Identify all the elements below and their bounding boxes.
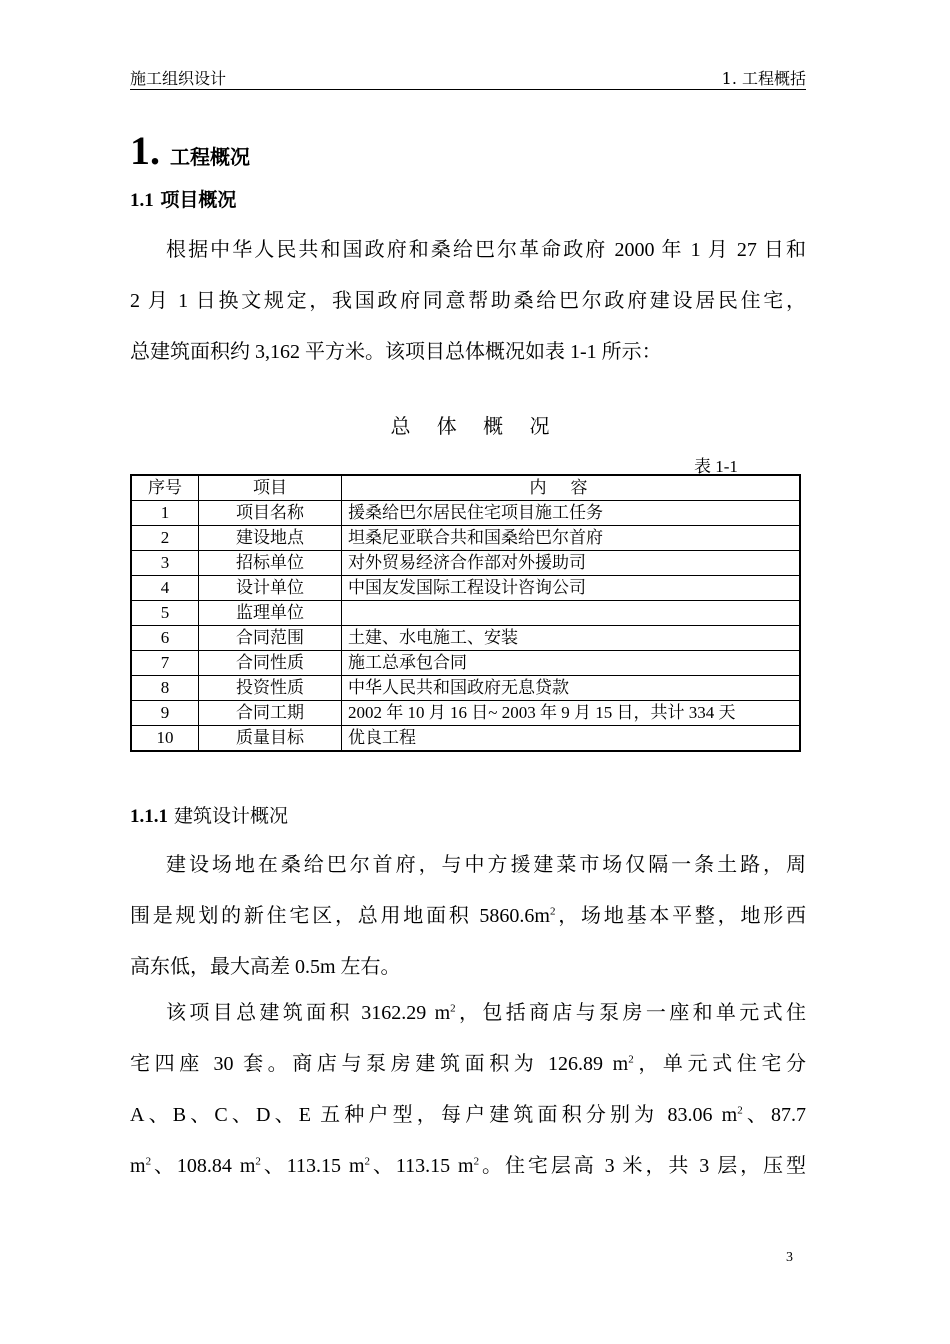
table-row [131,576,800,601]
column-header-no: 序号 [131,475,199,501]
row-no: 7 [131,651,199,676]
row-item: 投资性质 [199,676,342,701]
site-line-3: 高东低，最大高差 0.5m 左右。 [130,956,401,978]
intro-paragraph [130,235,806,388]
table-row [131,601,800,626]
heading-2 [130,186,236,215]
row-content [342,601,801,626]
heading-3 [130,802,288,831]
table-row [131,551,800,576]
page-number: 3 [786,1250,793,1265]
row-no: 3 [131,551,199,576]
area-line-4-text-c: 、113.15 m [260,1155,365,1177]
area-line-4 [130,1151,806,1202]
area-line-3-text-b: 、87.7 [742,1104,807,1126]
superscript: 2 [364,1155,371,1168]
column-header-content: 内容 [342,475,801,501]
superscript: 2 [255,1155,261,1168]
area-line-3 [130,1100,806,1151]
row-item: 建设地点 [199,526,342,551]
table-row [131,501,800,526]
header-left-text: 施工组织设计 [130,69,227,88]
row-content: 施工总承包合同 [342,651,801,676]
row-item: 招标单位 [199,551,342,576]
table-label: 表 1-1 [694,457,738,476]
heading-2-title: 项目概况 [160,189,237,211]
area-line-4-text-e: 。住宅层高 3 米，共 3 层，压型 [479,1155,806,1177]
row-no: 9 [131,701,199,726]
table-header-row [131,475,800,501]
overview-table [130,474,801,752]
row-item: 合同性质 [199,651,342,676]
heading-3-number: 1.1.1 [130,806,168,827]
row-item: 监理单位 [199,601,342,626]
row-content: 坦桑尼亚联合共和国桑给巴尔首府 [342,526,801,551]
table-row [131,526,800,551]
row-item: 项目名称 [199,501,342,526]
superscript: 2 [737,1104,743,1117]
row-no: 5 [131,601,199,626]
row-content: 援桑给巴尔居民住宅项目施工任务 [342,501,801,526]
superscript: 2 [628,1053,634,1066]
row-item: 合同工期 [199,701,342,726]
superscript: 2 [450,1002,456,1015]
intro-line-3: 总建筑面积约 3,162 平方米。该项目总体概况如表 1-1 所示： [130,341,662,363]
site-line-2-text-a: 围是规划的新住宅区，总用地面积 5860.6m [130,905,550,927]
heading-3-title: 建筑设计概况 [174,805,289,827]
table-row [131,651,800,676]
area-line-3-text-a: A、B、C、D、E 五种户型，每户建筑面积分别为 83.06 m [130,1104,738,1126]
area-line-1-text-b: ，包括商店与泵房一座和单元式住 [455,1002,807,1024]
header-right-text: 1. 工程概括 [721,69,806,88]
area-line-1-text-a: 该项目总建筑面积 3162.29 m [166,1002,451,1024]
column-header-item: 项目 [199,475,342,501]
row-no: 4 [131,576,199,601]
row-content: 土建、水电施工、安装 [342,626,801,651]
row-content: 对外贸易经济合作部对外援助司 [342,551,801,576]
heading-1 [130,126,250,176]
site-paragraph [130,850,806,1003]
row-no: 8 [131,676,199,701]
area-line-4-text-a: m [130,1155,146,1177]
row-item: 设计单位 [199,576,342,601]
site-line-2-text-b: ，场地基本平整，地形西 [555,905,806,927]
intro-line-1: 根据中华人民共和国政府和桑给巴尔革命政府 2000 年 1 月 27 日和 [166,239,806,261]
table-row [131,726,800,752]
table-row [131,626,800,651]
heading-1-title: 工程概况 [170,145,250,169]
area-paragraph [130,998,806,1202]
area-line-4-text-b: 、108.84 m [151,1155,256,1177]
table-title: 总 体 概 况 [390,414,560,438]
area-line-2-text-a: 宅四座 30 套。商店与泵房建筑面积为 126.89 m [130,1053,629,1075]
page-header [130,68,806,90]
area-line-4-text-d: 、113.15 m [370,1155,474,1177]
row-no: 6 [131,626,199,651]
superscript: 2 [549,905,556,918]
row-content: 优良工程 [342,726,801,752]
area-line-1 [130,998,806,1049]
heading-1-number: 1. [130,128,160,173]
area-line-2 [130,1049,806,1100]
intro-line-2: 2 月 1 日换文规定，我国政府同意帮助桑给巴尔政府建设居民住宅， [130,290,806,312]
superscript: 2 [145,1155,152,1168]
row-content: 中国友发国际工程设计咨询公司 [342,576,801,601]
table-row [131,701,800,726]
row-no: 10 [131,726,199,752]
row-no: 1 [131,501,199,526]
superscript: 2 [473,1155,480,1168]
row-item: 合同范围 [199,626,342,651]
table-row [131,676,800,701]
heading-2-number: 1.1 [130,190,154,211]
row-content: 中华人民共和国政府无息贷款 [342,676,801,701]
row-no: 2 [131,526,199,551]
header-rule [130,89,806,90]
site-line-2 [130,901,806,952]
row-item: 质量目标 [199,726,342,752]
site-line-1: 建设场地在桑给巴尔首府，与中方援建菜市场仅隔一条土路，周 [166,854,806,876]
area-line-2-text-b: ，单元式住宅分 [633,1053,806,1075]
row-content: 2002 年 10 月 16 日~ 2003 年 9 月 15 日，共计 334 天 [342,701,801,726]
